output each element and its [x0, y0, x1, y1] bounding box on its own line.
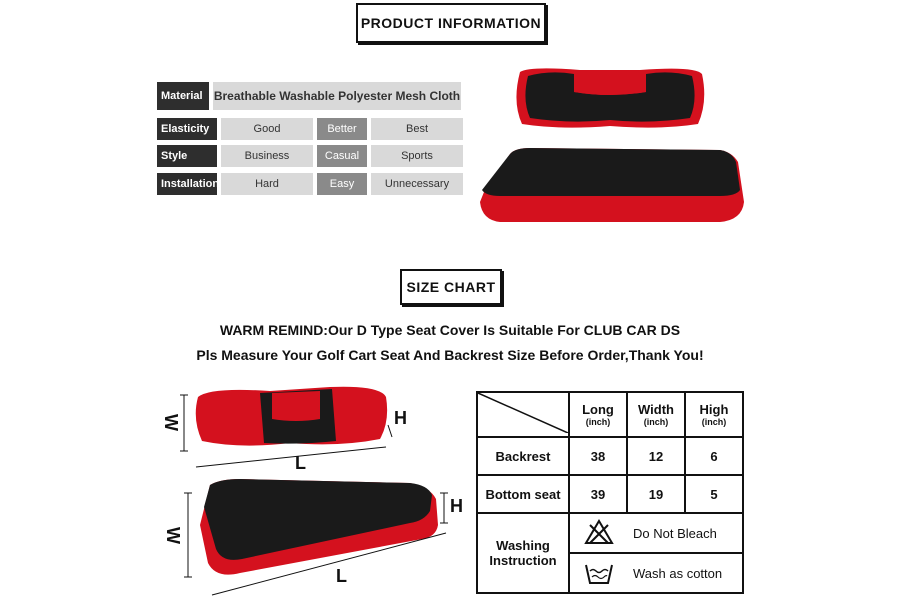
backrest-length-label: L: [295, 453, 306, 473]
bottom-seat-width-label: W: [163, 527, 183, 544]
backrest-width-label: W: [161, 414, 181, 431]
header-width: [627, 392, 685, 437]
elasticity-option-good: Good: [221, 118, 313, 140]
style-option-casual: Casual: [317, 145, 367, 167]
table-row: [477, 437, 743, 475]
wash-as-cotton-icon: [584, 559, 614, 585]
style-label: Style: [157, 145, 217, 167]
header-high-unit: (inch): [701, 416, 727, 427]
backrest-cover-image: [516, 68, 704, 127]
notice-line-1: WARM REMIND:Our D Type Seat Cover Is Suitable For CLUB CAR DS: [219, 322, 681, 338]
size-chart-title: SIZE CHART: [400, 269, 502, 305]
washing-instruction-label: [477, 513, 569, 593]
elasticity-option-best: Best: [371, 118, 463, 140]
size-table: [476, 391, 744, 594]
backrest-width-value: 12: [627, 437, 685, 475]
bottom-seat-long-value: 39: [569, 475, 627, 513]
backrest-high-value: 6: [685, 437, 743, 475]
bottom-seat-width-value: 19: [627, 475, 685, 513]
header-long-unit: (inch): [585, 416, 611, 427]
table-row: [477, 475, 743, 513]
bottom-seat-cover-image: [480, 148, 744, 222]
backrest-height-label: H: [394, 408, 407, 428]
header-long-label: Long: [582, 401, 614, 417]
product-information-title: PRODUCT INFORMATION: [356, 3, 546, 43]
row-label-bottom-seat: Bottom seat: [477, 475, 569, 513]
do-not-bleach-text: Do Not Bleach: [627, 513, 743, 553]
installation-label: Installation: [157, 173, 217, 195]
washing-label-line-2: Instruction: [489, 553, 557, 568]
bottom-seat-length-label: L: [336, 566, 347, 586]
material-value: Breathable Washable Polyester Mesh Cloth: [213, 82, 461, 110]
do-not-bleach-icon: [584, 519, 614, 545]
installation-option-unnecessary: Unnecessary: [371, 173, 463, 195]
header-high: [685, 392, 743, 437]
washing-label-line-1: Washing: [496, 538, 550, 553]
style-option-business: Business: [221, 145, 313, 167]
elasticity-row: [157, 118, 463, 140]
installation-row: [157, 173, 463, 195]
style-row: [157, 145, 463, 167]
material-row: [157, 82, 461, 110]
bottom-seat-high-value: 5: [685, 475, 743, 513]
seat-dimension-diagram: [160, 375, 470, 600]
seat-cover-product-image: [470, 62, 750, 232]
do-not-bleach-icon-cell: [569, 513, 627, 553]
installation-option-hard: Hard: [221, 173, 313, 195]
notice-line-2: Pls Measure Your Golf Cart Seat And Backrest Size Before Order,Thank You!: [196, 347, 704, 363]
header-long: [569, 392, 627, 437]
header-width-label: Width: [638, 401, 674, 417]
wash-as-cotton-text: Wash as cotton: [627, 553, 743, 593]
style-option-sports: Sports: [371, 145, 463, 167]
header-width-unit: (inch): [643, 416, 669, 427]
header-high-label: High: [699, 401, 729, 417]
elasticity-option-better: Better: [317, 118, 367, 140]
backrest-diagram: [180, 387, 392, 467]
elasticity-label: Elasticity: [157, 118, 217, 140]
diagonal-divider: [478, 393, 568, 433]
bottom-seat-diagram: [184, 479, 448, 595]
row-label-backrest: Backrest: [477, 437, 569, 475]
material-label: Material: [157, 82, 209, 110]
wash-as-cotton-icon-cell: [569, 553, 627, 593]
installation-option-easy: Easy: [317, 173, 367, 195]
bottom-seat-height-label: H: [450, 496, 463, 516]
backrest-long-value: 38: [569, 437, 627, 475]
table-corner-cell: [477, 392, 569, 437]
